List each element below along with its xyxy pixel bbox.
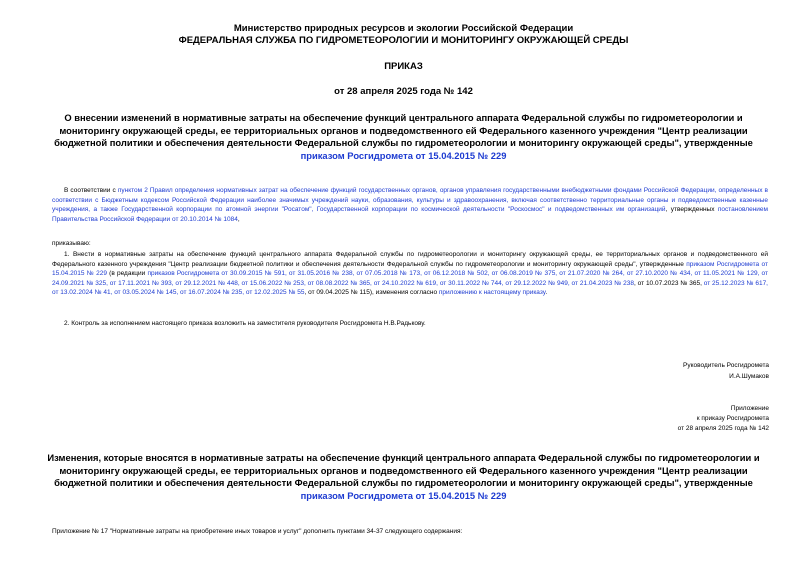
appendix-date-number: от 28 апреля 2025 года № 142 (677, 425, 769, 432)
appendix-to-order: к приказу Росгидромета (696, 415, 769, 422)
preamble-link-resolution[interactable]: постановлением Правительства Российской Федерации от 20.10.2014 № 1084 (52, 206, 768, 223)
appendix-17-line: Приложение № 17 "Нормативные затраты на приобретение иных товаров и услуг" дополнить пунктами 34-37 следующего содержания: (52, 528, 463, 535)
item-2-paragraph: 2. Контроль за исполнением настоящего приказа возложить на заместителя руководителя Росгидромета Н.В.Радькову. (64, 320, 426, 327)
item-1-link-amendments-2[interactable]: от 25.12.2023 № 617, от 13.02.2024 № 41, от 03.05.2024 № 145, от 16.07.2024 № 235, от 12.02.2025 № 55 (52, 279, 768, 297)
changes-title-link[interactable]: приказом Росгидромета от 15.04.2015 № 229 (300, 489, 507, 501)
signature-name: И.А.Шумаков (729, 373, 769, 380)
order-title: О внесении изменений в нормативные затраты на обеспечение функций центрального аппарата Федеральной службы по гидрометеорологии и мониторингу окружающей среды, ее территориальных органов и подведомственного ей Федерального казенного учреждения "Центр реализации бюджетной политики и обеспечения деятельности Федеральной службы по гидрометеорологии и мониторингу окружающей среды", утвержденные приказом Росгидромета от 15.04.2015 № 229 (54, 112, 753, 161)
ministry-name: Министерство природных ресурсов и экологии Российской Федерации (233, 23, 574, 34)
item-1-link-order[interactable]: приказом Росгидромета от 15.04.2015 № 229 (52, 260, 768, 278)
order-date-number: от 28 апреля 2025 года № 142 (334, 86, 473, 97)
changes-title: Изменения, которые вносятся в нормативные затраты на обеспечение функций центрального аппарата Федеральной службы по гидрометеорологии и мониторингу окружающей среды, ее территориальных органов и подведомственного ей Федерального казенного учреждения "Центр реализации бюджетной политики и обеспечения деятельности Федеральной службы по гидрометеорологии и мониторингу окружающей среды", утвержденные приказом Росгидромета от 15.04.2015 № 229 (47, 452, 760, 501)
preamble-link-rules[interactable]: пунктом 2 Правил определения нормативных затрат на обеспечение функций государственных органов, органов управления государственными внебюджетными фондами Российской Федерации, определенных в соответствии с Бюджетным кодексом Российской Федерации наиболее значимых учреждений науки, образования, культуры и здравоохранения, включая соответственно территориальные органы и подведомственные казенные учреждения, а также Государственной корпорации по атомной энергии "Росатом", Государственной корпорации по космической деятельности "Роскосмос" и подведомственных им организаций (52, 187, 768, 214)
title-link[interactable]: приказом Росгидромета от 15.04.2015 № 229 (300, 149, 507, 161)
item-1-link-appendix[interactable]: приложению к настоящему приказу (438, 289, 546, 297)
item-1-link-amendments[interactable]: приказов Росгидромета от 30.09.2015 № 591, от 31.05.2016 № 238, от 07.05.2018 № 173, от 06.12.2018 № 502, от 06.08.2019 № 375, от 21.07.2020 № 264, от 27.10.2020 № 434, от 11.05.2021 № 129, от 24.09.2021 № 325, от 17.11.2021 № 393, от 29.12.2021 № 448, от 15.06.2022 № 253, от 08.08.2022 № 365, от 24.10.2022 № 619, от 30.11.2022 № 744, от 29.12.2022 № 949, от 21.04.2023 № 238 (52, 270, 768, 287)
signature-position: Руководитель Росгидромета (682, 362, 769, 369)
document-type: ПРИКАЗ (384, 61, 423, 72)
item-1-paragraph: 1. Внести в нормативные затраты на обеспечение функций центрального аппарата Федеральной службы по гидрометеорологии и мониторингу окружающей среды, ее территориальных органов и подведомственного ей Федерального казенного учреждения "Центр реализации бюджетной политики и обеспечения деятельности Федеральной службы по гидрометеорологии и мониторингу окружающей среды", утвержденные приказом Росгидромета от 15.04.2015 № 229 (в редакции приказов Росгидромета от 30.09.2015 № 591, от 31.05.2016 № 238, от 07.05.2018 № 173, от 06.12.2018 № 502, от 06.08.2019 № 375, от 21.07.2020 № 264, от 27.10.2020 № 434, от 11.05.2021 № 129, от 24.09.2021 № 325, от 17.11.2021 № 393, от 29.12.2021 № 448, от 15.06.2022 № 253, от 08.08.2022 № 365, от 24.10.2022 № 619, от 30.11.2022 № 744, от 29.12.2022 № 949, от 21.04.2023 № 238, от 10.07.2023 № 365, от 25.12.2023 № 617, от 13.02.2024 № 41, от 03.05.2024 № 145, от 16.07.2024 № 235, от 12.02.2025 № 55, от 09.04.2025 № 115), изменения согласно приложению к настоящему приказу. (52, 251, 768, 297)
order-word: приказываю: (52, 240, 91, 247)
service-name: ФЕДЕРАЛЬНАЯ СЛУЖБА ПО ГИДРОМЕТЕОРОЛОГИИ И МОНИТОРИНГУ ОКРУЖАЮЩЕЙ СРЕДЫ (178, 35, 629, 46)
appendix-label: Приложение (730, 405, 769, 412)
preamble-paragraph: В соответствии с пунктом 2 Правил определения нормативных затрат на обеспечение функций государственных органов, органов управления государственными внебюджетными фондами Российской Федерации, определенных в соответствии с Бюджетным кодексом Российской Федерации наиболее значимых учреждений науки, образования, культуры и здравоохранения, включая соответственно территориальные органы и подведомственные казенные учреждения, а также Государственной корпорации по атомной энергии "Росатом", Государственной корпорации по космической деятельности "Роскосмос" и подведомственных им организаций, утвержденных постановлением Правительства Российской Федерации от 20.10.2014 № 1084, (52, 187, 768, 223)
